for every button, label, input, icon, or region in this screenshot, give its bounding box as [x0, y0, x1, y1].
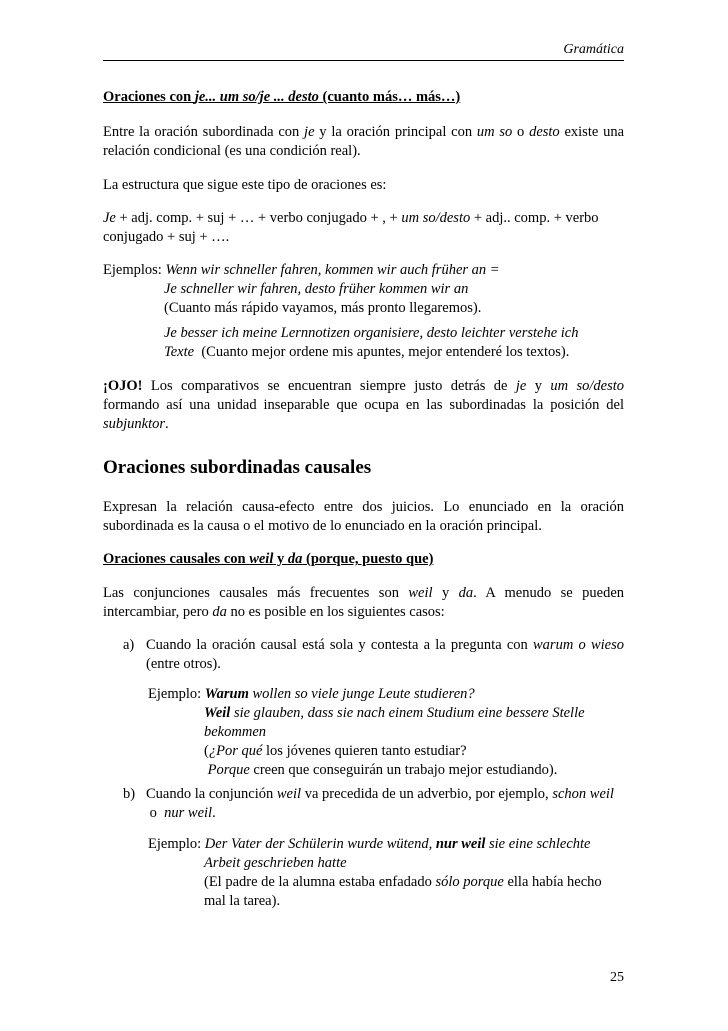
paragraph-causales-intro: Expresan la relación causa-efecto entre dos juicios. Lo enunciado en la oración subordinada es la causa o el motivo de lo enunciado en la oración principal. — [103, 499, 624, 534]
example-a: Ejemplo: Warum wollen so viele junge Leute studieren? Weil sie glauben, dass sie nach einem Studium eine bessere Stelle bekommen (¿Por qué los jóvenes quieren tanto estudiar? Porque creen que conseguirán un trabajo mejor estudiando). — [148, 686, 585, 778]
section-heading-causales: Oraciones subordinadas causales — [103, 457, 372, 478]
examples-block-2: Je besser ich meine Lernnotizen organisiere, desto leichter verstehe ich Texte (Cuanto mejor ordene mis apuntes, mejor entenderé los textos). — [164, 325, 579, 360]
subsection-title-weil-da: Oraciones causales con weil y da (porque, puesto que) — [103, 551, 434, 567]
ojo-note: ¡OJO! Los comparativos se encuentran siempre justo detrás de je y um so/desto formando así una unidad inseparable que ocupa en las subordinadas la posición del subjunktor. — [103, 378, 625, 432]
section-title-je-desto: Oraciones con je... um so/je ... desto (cuanto más… más…) — [103, 89, 461, 105]
paragraph-structure-intro: La estructura que sigue este tipo de oraciones es: — [103, 177, 387, 193]
header-rule — [103, 60, 624, 61]
example-b: Ejemplo: Der Vater der Schülerin wurde wütend, nur weil sie eine schlechte Arbeit geschrieben hatte (El padre de la alumna estaba enfadado sólo porque ella había hecho mal la tarea). — [148, 836, 602, 909]
running-header: Gramática — [563, 42, 624, 57]
paragraph-conditional-relation: Entre la oración subordinada con je y la oración principal con um so o desto existe una relación condicional (es una condición real). — [103, 124, 625, 159]
examples-block-1: Ejemplos: Wenn wir schneller fahren, kommen wir auch früher an = Je schneller wir fahren, desto früher kommen wir an (Cuanto más rápido vayamos, más pronto llegaremos). — [103, 262, 500, 316]
page-number: 25 — [610, 970, 624, 985]
paragraph-structure-formula: Je + adj. comp. + suj + … + verbo conjugado + , + um so/desto + adj.. comp. + verbo conjugado + suj + …. — [103, 210, 599, 245]
paragraph-conjunctions: Las conjunciones causales más frecuentes son weil y da. A menudo se pueden intercambiar, pero da no es posible en los siguientes casos: — [103, 585, 625, 620]
